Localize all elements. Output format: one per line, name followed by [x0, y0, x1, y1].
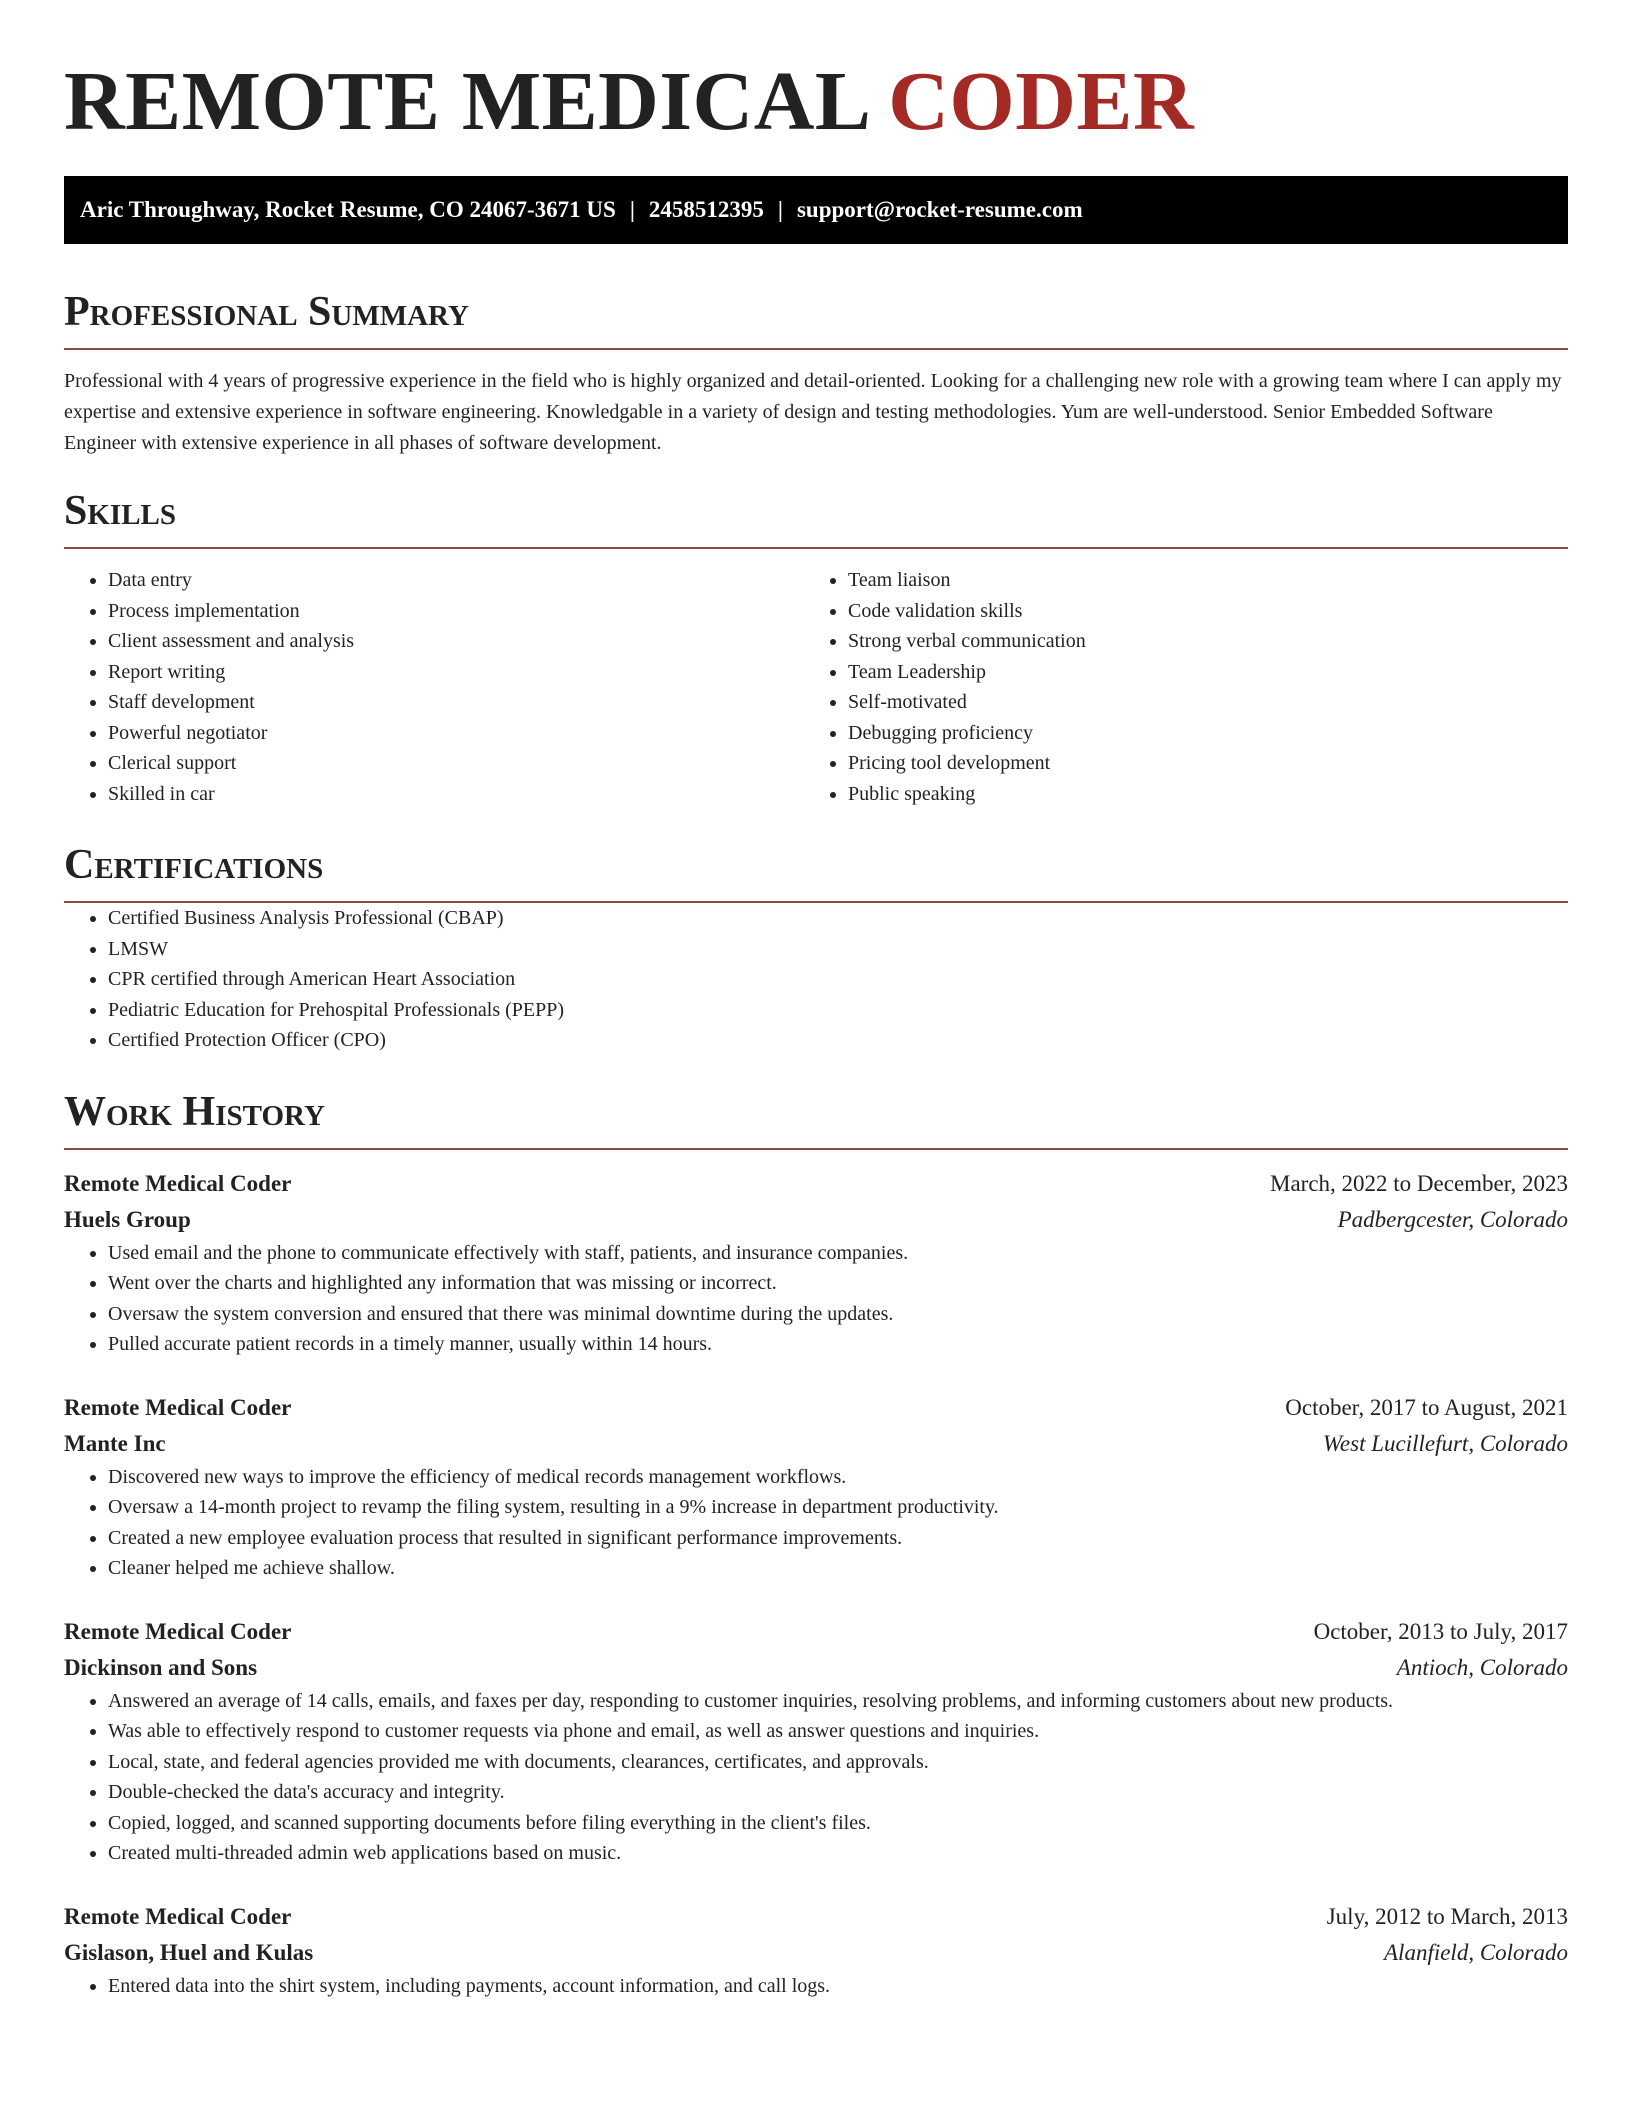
job-company: Huels Group — [64, 1206, 191, 1232]
certification-item: • Certified Business Analysis Professional (CBAP) — [108, 903, 1568, 934]
job-location: Antioch, Colorado — [1396, 1654, 1568, 1680]
skill-item: • Self-motivated — [848, 687, 1544, 718]
job-dates: July, 2012 to March, 2013 — [1326, 1903, 1568, 1929]
certification-item: • LMSW — [108, 934, 1568, 965]
section-divider — [64, 1148, 1568, 1150]
job-bullet: • Created a new employee evaluation process that resulted in significant performance improvements. — [108, 1523, 1568, 1554]
job-bullets — [64, 1238, 1568, 1360]
job-location: West Lucillefurt, Colorado — [1322, 1430, 1568, 1456]
job-bullet: • Pulled accurate patient records in a timely manner, usually within 14 hours. — [108, 1329, 1568, 1360]
skills-section — [64, 485, 1568, 809]
job-company: Mante Inc — [64, 1430, 166, 1456]
skills-list-right — [804, 565, 1544, 809]
skill-item: • Code validation skills — [848, 596, 1544, 627]
title-main: REMOTE MEDICAL — [64, 55, 867, 148]
skill-item: • Skilled in car — [108, 779, 804, 810]
job-bullet: • Was able to effectively respond to customer requests via phone and email, as well as answer questions and inquiries. — [108, 1716, 1568, 1747]
contact-email[interactable]: support@rocket-resume.com — [796, 197, 1083, 222]
job-bullet: • Answered an average of 14 calls, emails, and faxes per day, responding to customer inquiries, resolving problems, and informing customers about new products. — [108, 1686, 1568, 1717]
job-bullet: • Double-checked the data's accuracy and integrity. — [108, 1777, 1568, 1808]
contact-address: Aric Throughway, Rocket Resume, CO 24067-3671 US — [80, 197, 616, 222]
job-bullets — [64, 1462, 1568, 1584]
job-role: Remote Medical Coder — [64, 1903, 292, 1929]
job-dates: October, 2017 to August, 2021 — [1285, 1394, 1568, 1420]
job-role: Remote Medical Coder — [64, 1394, 292, 1420]
section-divider — [64, 348, 1568, 350]
job-entry — [64, 1166, 1568, 1360]
job-bullet: • Created multi-threaded admin web applications based on music. — [108, 1838, 1568, 1869]
job-bullet: • Local, state, and federal agencies provided me with documents, clearances, certificates, and approvals. — [108, 1747, 1568, 1778]
certifications-list — [64, 903, 1568, 1056]
skill-item: • Report writing — [108, 657, 804, 688]
job-role: Remote Medical Coder — [64, 1618, 292, 1644]
job-bullet: • Copied, logged, and scanned supporting documents before filing everything in the client's files. — [108, 1808, 1568, 1839]
job-header-row — [64, 1899, 1568, 1935]
skill-item: • Client assessment and analysis — [108, 626, 804, 657]
summary-text: Professional with 4 years of progressive experience in the field who is highly organized and detail-oriented. Looking for a challenging new role with a growing team where I can apply my expertise and extensive experience in software engineering. Knowledgable in a variety of design and testing methodologies. Yum are well-understood. Senior Embedded Software Engineer with extensive experience in all phases of software development. — [64, 370, 1562, 454]
job-header-row — [64, 1614, 1568, 1650]
certification-item: • Pediatric Education for Prehospital Professionals (PEPP) — [108, 995, 1568, 1026]
job-company: Gislason, Huel and Kulas — [64, 1939, 314, 1965]
job-company-row — [64, 1426, 1568, 1462]
skills-columns — [64, 565, 1568, 809]
job-location: Padbergcester, Colorado — [1337, 1206, 1568, 1232]
certifications-section — [64, 839, 1568, 1056]
job-entry — [64, 1899, 1568, 2002]
job-entry — [64, 1390, 1568, 1584]
job-bullets — [64, 1971, 1568, 2002]
skills-column-left — [64, 565, 804, 809]
job-bullet: • Oversaw a 14-month project to revamp the filing system, resulting in a 9% increase in department productivity. — [108, 1492, 1568, 1523]
skill-item: • Debugging proficiency — [848, 718, 1544, 749]
section-divider — [64, 547, 1568, 549]
contact-bar — [64, 176, 1568, 244]
skills-list-left — [64, 565, 804, 809]
skills-column-right — [804, 565, 1544, 809]
job-entry — [64, 1614, 1568, 1869]
job-dates: October, 2013 to July, 2017 — [1313, 1618, 1568, 1644]
job-dates: March, 2022 to December, 2023 — [1270, 1170, 1568, 1196]
job-company-row — [64, 1202, 1568, 1238]
job-bullet: • Oversaw the system conversion and ensured that there was minimal downtime during the updates. — [108, 1299, 1568, 1330]
job-bullet: • Cleaner helped me achieve shallow. — [108, 1553, 1568, 1584]
skill-item: • Public speaking — [848, 779, 1544, 810]
contact-phone: 2458512395 — [648, 197, 764, 222]
job-company-row — [64, 1935, 1568, 1971]
skill-item: • Strong verbal communication — [848, 626, 1544, 657]
job-bullet: • Went over the charts and highlighted any information that was missing or incorrect. — [108, 1268, 1568, 1299]
job-role: Remote Medical Coder — [64, 1170, 292, 1196]
work-history-heading: Work History — [64, 1088, 325, 1135]
skill-item: • Powerful negotiator — [108, 718, 804, 749]
job-bullet: • Discovered new ways to improve the efficiency of medical records management workflows. — [108, 1462, 1568, 1493]
work-history-section — [64, 1086, 1568, 2002]
job-header-row — [64, 1166, 1568, 1202]
title-accent: CODER — [888, 55, 1195, 148]
certifications-heading: Certifications — [64, 842, 324, 888]
skill-item: • Team Leadership — [848, 657, 1544, 688]
job-company-row — [64, 1650, 1568, 1686]
job-bullet: • Entered data into the shirt system, including payments, account information, and call logs. — [108, 1971, 1568, 2002]
certification-item: • Certified Protection Officer (CPO) — [108, 1025, 1568, 1056]
contact-separator: | — [777, 197, 783, 222]
job-bullets — [64, 1686, 1568, 1869]
skill-item: • Team liaison — [848, 565, 1544, 596]
skill-item: • Process implementation — [108, 596, 804, 627]
job-location: Alanfield, Colorado — [1384, 1939, 1568, 1965]
skill-item: • Clerical support — [108, 748, 804, 779]
certification-item: • CPR certified through American Heart Association — [108, 964, 1568, 995]
skill-item: • Data entry — [108, 565, 804, 596]
job-header-row — [64, 1390, 1568, 1426]
summary-section — [64, 286, 1568, 459]
skill-item: • Pricing tool development — [848, 748, 1544, 779]
job-company: Dickinson and Sons — [64, 1654, 258, 1680]
job-bullet: • Used email and the phone to communicate effectively with staff, patients, and insurance companies. — [108, 1238, 1568, 1269]
resume-title — [64, 52, 1568, 152]
summary-heading: Professional Summary — [64, 289, 469, 335]
skill-item: • Staff development — [108, 687, 804, 718]
contact-separator: | — [629, 197, 635, 222]
skills-heading: Skills — [64, 488, 177, 534]
